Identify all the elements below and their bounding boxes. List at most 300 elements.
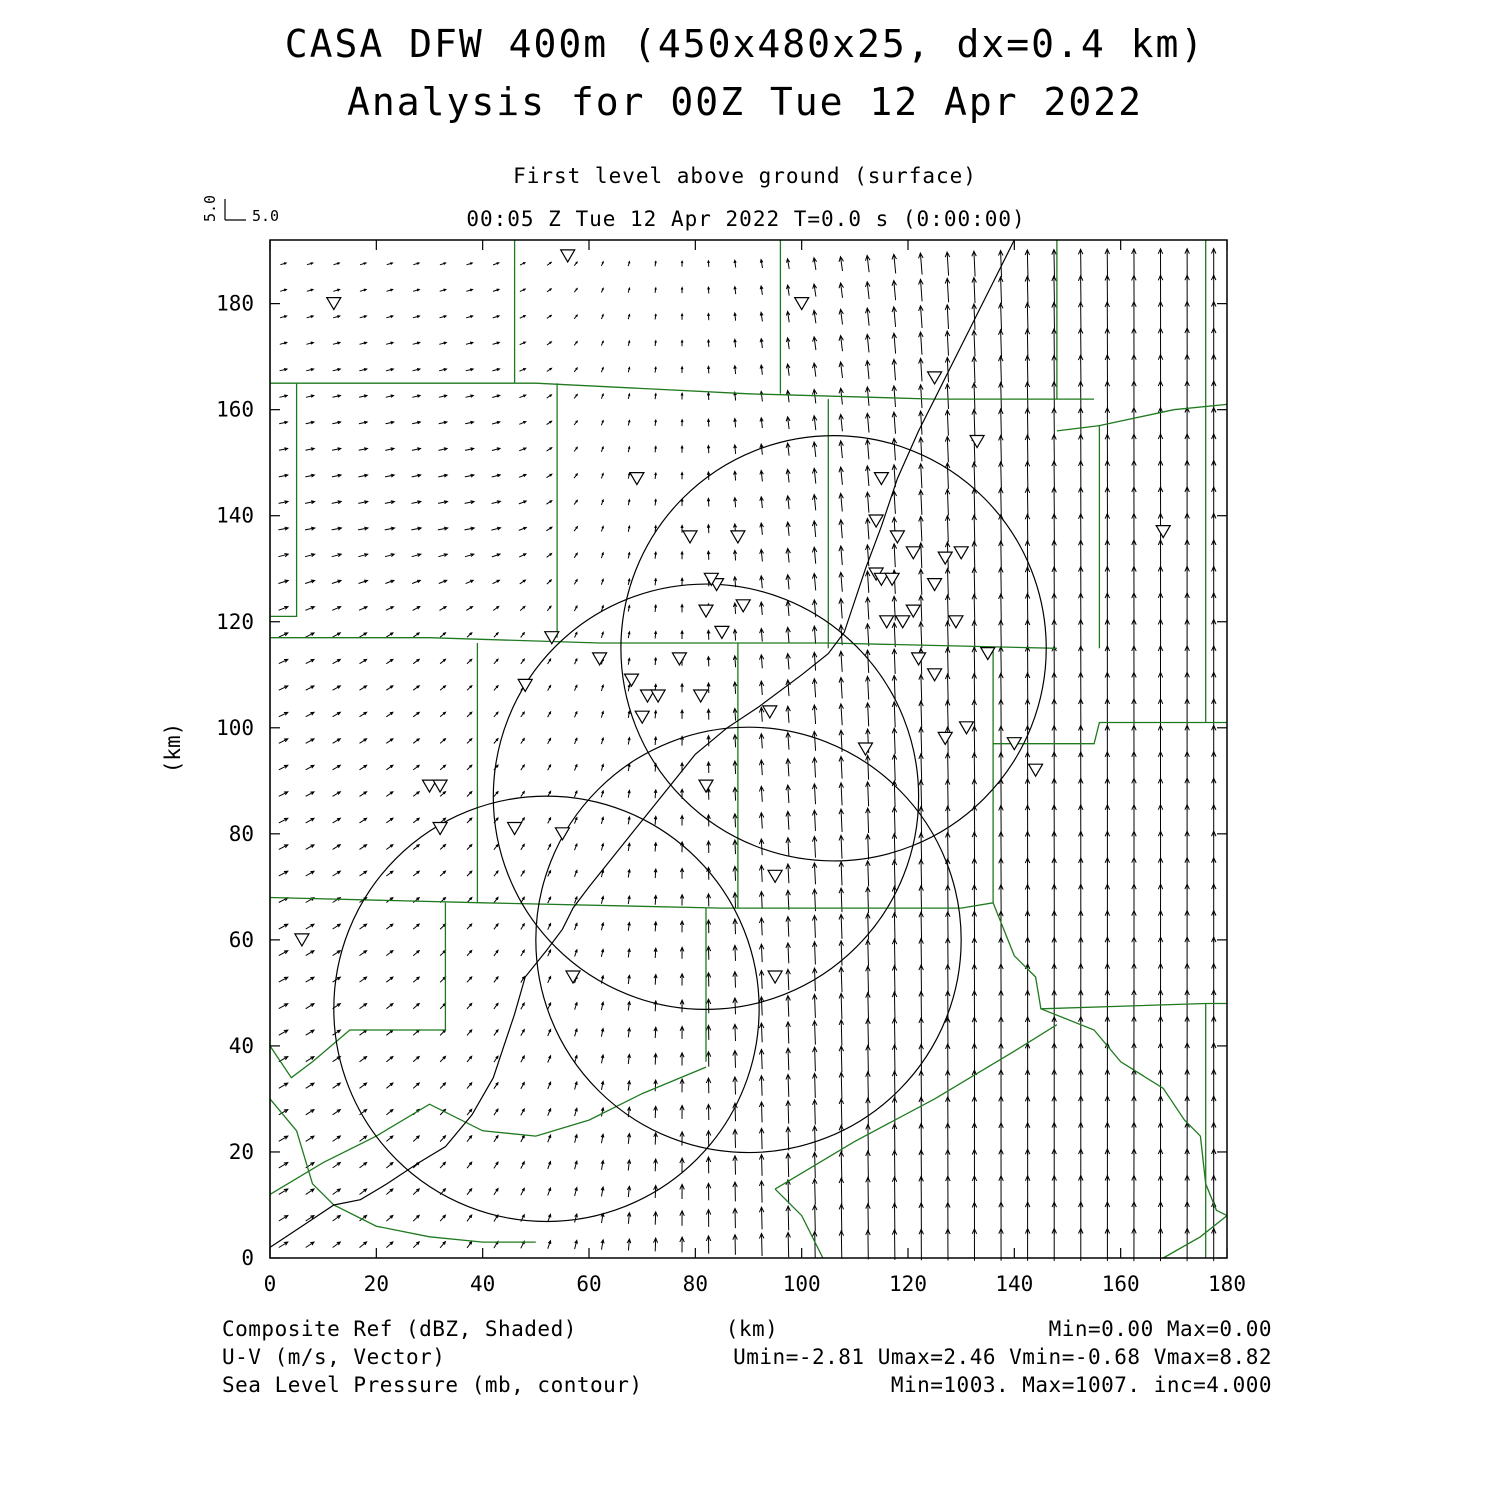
wind-vector bbox=[786, 548, 791, 562]
wind-vector bbox=[491, 527, 500, 530]
wind-vector bbox=[279, 1189, 288, 1194]
wind-vector bbox=[999, 647, 1004, 677]
wind-vector bbox=[306, 765, 314, 770]
wind-vector bbox=[467, 1056, 472, 1062]
wind-vector bbox=[333, 739, 341, 744]
wind-vector bbox=[786, 1101, 791, 1124]
wind-vector bbox=[919, 1044, 924, 1074]
wind-vector bbox=[866, 334, 871, 352]
wind-vector bbox=[892, 1045, 897, 1074]
wind-vector bbox=[307, 316, 314, 318]
wind-vector bbox=[892, 439, 897, 461]
wind-vector bbox=[440, 1215, 445, 1221]
wind-vector bbox=[307, 263, 313, 265]
wind-vector bbox=[520, 606, 525, 610]
wind-vector bbox=[999, 673, 1004, 703]
wind-vector bbox=[655, 420, 657, 426]
wind-vector bbox=[306, 739, 314, 744]
wind-vector bbox=[999, 568, 1004, 597]
wind-vector bbox=[494, 1056, 498, 1062]
wind-vector bbox=[575, 844, 578, 850]
wind-vector bbox=[467, 1109, 472, 1115]
station-marker bbox=[890, 531, 904, 543]
wind-vector bbox=[306, 1110, 314, 1115]
wind-vector bbox=[279, 977, 288, 982]
wind-vector bbox=[892, 834, 897, 861]
wind-vector bbox=[1052, 461, 1057, 491]
wind-vector bbox=[1078, 408, 1083, 438]
wind-vector bbox=[654, 1212, 658, 1225]
wind-vector bbox=[332, 448, 341, 451]
wind-vector bbox=[548, 950, 551, 956]
wind-vector bbox=[1052, 620, 1057, 650]
wind-vector bbox=[574, 580, 577, 585]
wind-vector bbox=[1052, 382, 1057, 411]
wind-vector bbox=[999, 700, 1004, 730]
wind-vector bbox=[681, 710, 684, 719]
wind-vector bbox=[1185, 249, 1190, 279]
wind-vector bbox=[708, 340, 710, 347]
wind-vector bbox=[1025, 276, 1030, 304]
x-tick-label: 60 bbox=[576, 1272, 602, 1296]
wind-vector bbox=[465, 501, 475, 504]
wind-vector bbox=[628, 341, 630, 346]
wind-vector bbox=[839, 467, 844, 485]
wind-vector bbox=[601, 579, 603, 584]
wind-vector bbox=[628, 315, 630, 320]
wind-vector bbox=[493, 607, 499, 611]
wind-vector bbox=[733, 603, 736, 614]
wind-vector bbox=[813, 1047, 818, 1071]
wind-vector bbox=[520, 316, 526, 319]
wind-vector bbox=[1079, 434, 1084, 464]
wind-vector bbox=[548, 897, 551, 903]
wind-vector bbox=[1078, 355, 1083, 385]
wind-vector bbox=[972, 674, 977, 703]
wind-vector bbox=[760, 260, 763, 269]
wind-vector bbox=[601, 526, 603, 531]
wind-vector bbox=[628, 923, 631, 931]
wind-vector bbox=[306, 977, 314, 982]
wind-vector bbox=[628, 711, 630, 718]
wind-vector bbox=[574, 289, 577, 293]
wind-vector bbox=[733, 998, 738, 1014]
wind-vector bbox=[919, 385, 924, 408]
chart-title-line2: Analysis for 00Z Tue 12 Apr 2022 bbox=[346, 80, 1144, 124]
wind-vector bbox=[919, 886, 924, 915]
wind-vector bbox=[306, 792, 314, 797]
wind-vector bbox=[467, 1215, 472, 1221]
wind-vector bbox=[680, 1211, 685, 1226]
wind-vector bbox=[759, 1102, 764, 1122]
wind-vector bbox=[332, 580, 341, 583]
wind-vector bbox=[1185, 487, 1190, 518]
wind-vector bbox=[440, 845, 445, 850]
footer-right-line1: Min=0.00 Max=0.00 bbox=[1048, 1317, 1272, 1341]
wind-vector bbox=[839, 1231, 844, 1259]
station-marker bbox=[768, 870, 782, 882]
wind-vector bbox=[812, 863, 817, 884]
wind-vector bbox=[575, 818, 578, 824]
wind-vector bbox=[413, 316, 420, 318]
wind-vector bbox=[734, 471, 737, 480]
wind-vector bbox=[892, 360, 897, 381]
wind-vector bbox=[707, 630, 710, 639]
wind-vector bbox=[707, 709, 710, 719]
wind-vector bbox=[866, 1098, 871, 1126]
wind-vector bbox=[575, 685, 577, 690]
wind-vector bbox=[280, 263, 286, 265]
wind-vector bbox=[786, 733, 791, 750]
wind-vector bbox=[655, 605, 657, 612]
wind-vector bbox=[654, 896, 657, 905]
wind-vector bbox=[655, 473, 657, 479]
wind-vector bbox=[999, 726, 1004, 756]
wind-vector bbox=[279, 1163, 288, 1168]
wind-vector bbox=[1105, 487, 1110, 518]
wind-vector bbox=[494, 871, 498, 876]
wind-vector bbox=[333, 1083, 341, 1088]
wind-vector bbox=[440, 1083, 445, 1089]
wind-vector bbox=[521, 871, 525, 877]
wind-vector bbox=[813, 442, 817, 457]
wind-vector bbox=[680, 1053, 684, 1066]
wind-vector bbox=[438, 501, 447, 504]
wind-vector bbox=[439, 580, 447, 583]
wind-vector bbox=[280, 369, 287, 371]
wind-vector bbox=[628, 975, 631, 984]
wind-vector bbox=[386, 659, 393, 663]
wind-vector bbox=[681, 605, 684, 613]
wind-vector bbox=[681, 367, 683, 373]
wind-vector bbox=[627, 1186, 630, 1197]
wind-vector bbox=[839, 1020, 844, 1046]
wind-vector bbox=[385, 501, 395, 504]
wind-vector bbox=[467, 818, 472, 823]
wind-vector bbox=[1185, 513, 1190, 544]
wind-vector bbox=[385, 474, 394, 477]
wind-vector bbox=[1158, 566, 1163, 597]
wind-vector bbox=[628, 843, 631, 851]
wind-vector bbox=[839, 1178, 844, 1206]
wind-vector bbox=[412, 580, 420, 583]
wind-vector bbox=[759, 892, 764, 909]
wind-vector bbox=[548, 1135, 551, 1142]
wind-vector bbox=[520, 369, 526, 372]
wind-vector bbox=[655, 579, 657, 586]
wind-vector bbox=[306, 1136, 314, 1141]
wind-vector bbox=[839, 783, 844, 806]
wind-vector bbox=[1132, 328, 1137, 358]
wind-vector bbox=[1052, 540, 1057, 570]
wind-vector bbox=[467, 951, 472, 956]
wind-vector bbox=[1079, 673, 1084, 704]
wind-vector bbox=[892, 755, 897, 781]
wind-vector bbox=[386, 395, 394, 398]
wind-vector bbox=[786, 1232, 791, 1257]
wind-vector bbox=[1158, 328, 1163, 358]
wind-vector bbox=[919, 596, 924, 622]
wind-vector bbox=[601, 1134, 604, 1143]
wind-vector bbox=[279, 1004, 288, 1009]
wind-vector bbox=[574, 394, 577, 398]
wind-vector bbox=[999, 303, 1004, 330]
wind-vector bbox=[628, 553, 630, 559]
wind-vector bbox=[467, 633, 472, 637]
footer-left-line1: Composite Ref (dBZ, Shaded) bbox=[222, 1317, 577, 1341]
wind-vector bbox=[680, 1000, 684, 1012]
station-marker bbox=[566, 971, 580, 983]
wind-vector bbox=[1105, 567, 1110, 598]
wind-vector bbox=[1052, 646, 1057, 677]
wind-vector bbox=[972, 462, 976, 489]
pressure-contours bbox=[270, 240, 1014, 1247]
wind-vector bbox=[628, 1028, 631, 1037]
boundary-line bbox=[270, 898, 993, 909]
wind-vector bbox=[601, 288, 603, 292]
wind-vector bbox=[945, 595, 950, 622]
wind-vector bbox=[1105, 328, 1110, 358]
wind-vector bbox=[866, 1177, 871, 1206]
x-tick-label: 120 bbox=[889, 1272, 927, 1296]
wind-vector bbox=[548, 1029, 551, 1036]
wind-vector bbox=[1105, 302, 1110, 332]
wind-vector bbox=[999, 858, 1004, 889]
wind-vector bbox=[360, 871, 367, 876]
wind-vector bbox=[413, 263, 419, 265]
wind-vector bbox=[413, 659, 419, 663]
wind-vector bbox=[734, 339, 737, 347]
wind-vector bbox=[760, 471, 763, 482]
wind-vector bbox=[999, 938, 1004, 969]
wind-vector bbox=[520, 580, 526, 584]
wind-vector bbox=[360, 792, 367, 797]
wind-vector bbox=[786, 312, 789, 323]
wind-vector bbox=[945, 384, 950, 409]
wind-vector bbox=[946, 806, 951, 835]
station-marker bbox=[859, 743, 873, 755]
station-marker bbox=[938, 552, 952, 564]
wind-vector bbox=[681, 631, 684, 639]
wind-vector bbox=[813, 1073, 818, 1098]
wind-vector bbox=[279, 951, 288, 956]
wind-vector bbox=[866, 256, 871, 273]
wind-vector bbox=[1158, 381, 1163, 412]
wind-vector bbox=[813, 258, 817, 270]
wind-vector bbox=[492, 369, 499, 371]
wind-vector bbox=[1052, 488, 1057, 518]
wind-vector bbox=[1079, 567, 1084, 598]
wind-vector bbox=[839, 678, 844, 699]
wind-vector bbox=[892, 966, 897, 994]
wind-vector bbox=[386, 342, 393, 344]
wind-vector bbox=[521, 1162, 525, 1169]
wind-vector bbox=[839, 835, 844, 858]
wind-vector bbox=[786, 601, 791, 616]
wind-vector bbox=[413, 342, 420, 344]
wind-vector bbox=[759, 971, 764, 989]
wind-vector bbox=[759, 1023, 764, 1042]
wind-vector bbox=[412, 421, 420, 424]
wind-vector bbox=[866, 1204, 871, 1233]
wind-vector bbox=[972, 542, 977, 570]
wind-vector bbox=[892, 1230, 897, 1260]
wind-vector bbox=[306, 951, 314, 956]
wind-vector bbox=[1212, 381, 1217, 412]
wind-vector bbox=[706, 1104, 711, 1120]
wind-vector bbox=[521, 924, 525, 930]
wind-vector bbox=[946, 1018, 951, 1048]
wind-vector bbox=[1025, 673, 1030, 703]
wind-vector bbox=[972, 806, 977, 836]
wind-vector bbox=[547, 421, 552, 424]
wind-vector bbox=[548, 712, 551, 717]
wind-vector bbox=[681, 816, 684, 826]
wind-vector bbox=[628, 500, 630, 506]
wind-vector bbox=[680, 1106, 684, 1119]
wind-vector bbox=[521, 739, 525, 744]
wind-vector bbox=[946, 885, 951, 915]
wind-vector bbox=[972, 330, 977, 356]
wind-vector bbox=[333, 686, 341, 690]
wind-vector bbox=[546, 527, 552, 531]
wind-vector bbox=[1132, 593, 1137, 624]
wind-vector bbox=[547, 474, 552, 478]
wind-vector bbox=[547, 289, 551, 292]
wind-vector bbox=[919, 859, 924, 887]
station-marker bbox=[885, 573, 899, 585]
wind-vector bbox=[494, 686, 498, 691]
wind-vector bbox=[866, 835, 871, 860]
wind-vector bbox=[306, 395, 314, 398]
wind-vector bbox=[306, 448, 315, 451]
wind-vector bbox=[467, 765, 472, 770]
wind-vector bbox=[413, 818, 419, 823]
wind-vector bbox=[681, 341, 683, 347]
wind-vector bbox=[548, 1082, 551, 1089]
wind-vector bbox=[706, 1210, 711, 1227]
wind-vector bbox=[654, 1238, 658, 1251]
wind-vector bbox=[972, 515, 977, 543]
wind-vector bbox=[279, 818, 288, 823]
wind-vector bbox=[1025, 699, 1030, 729]
wind-vector bbox=[467, 845, 472, 850]
wind-vector bbox=[386, 818, 393, 823]
wind-vector bbox=[575, 1188, 578, 1196]
wind-vector bbox=[494, 897, 498, 902]
wind-vector bbox=[1158, 434, 1163, 465]
wind-vector bbox=[466, 316, 473, 318]
wind-vector bbox=[946, 833, 951, 862]
wind-vector bbox=[972, 621, 977, 650]
wind-vector bbox=[386, 951, 393, 956]
wind-vector bbox=[972, 1017, 977, 1048]
wind-vector bbox=[492, 395, 499, 398]
wind-vector bbox=[999, 832, 1004, 863]
wind-vector bbox=[333, 951, 341, 956]
wind-vector bbox=[601, 1108, 604, 1117]
wind-vector bbox=[279, 1030, 288, 1035]
wind-vector bbox=[305, 580, 315, 584]
wind-vector bbox=[601, 1029, 604, 1037]
x-tick-label: 80 bbox=[682, 1272, 708, 1296]
wind-vector bbox=[999, 383, 1004, 411]
wind-vector bbox=[628, 526, 630, 532]
wind-vector bbox=[919, 754, 924, 782]
wind-vector bbox=[575, 1029, 578, 1036]
wind-vector bbox=[1052, 832, 1057, 863]
wind-vector bbox=[812, 837, 817, 858]
wind-vector bbox=[306, 1189, 314, 1194]
wind-vector bbox=[706, 999, 710, 1013]
wind-vector bbox=[547, 368, 552, 371]
wind-vector bbox=[360, 1004, 367, 1009]
wind-vector bbox=[386, 1057, 393, 1062]
wind-vector bbox=[601, 632, 603, 638]
wind-vector bbox=[412, 395, 420, 398]
wind-vector bbox=[946, 1097, 951, 1128]
wind-vector bbox=[1025, 779, 1030, 810]
wind-vector bbox=[494, 924, 498, 929]
wind-vector bbox=[892, 1098, 897, 1127]
wind-vector bbox=[919, 833, 924, 861]
wind-vector bbox=[333, 792, 341, 797]
wind-vector bbox=[548, 1056, 551, 1063]
wind-vector bbox=[707, 920, 711, 933]
station-marker bbox=[928, 579, 942, 591]
boundary-line bbox=[1041, 1009, 1201, 1136]
wind-vector bbox=[1132, 381, 1137, 411]
wind-vector bbox=[1132, 302, 1137, 332]
wind-vector bbox=[813, 1021, 818, 1045]
wind-vector bbox=[945, 489, 950, 515]
wind-vector bbox=[305, 474, 314, 477]
wind-vector bbox=[333, 712, 341, 716]
wind-vector bbox=[413, 871, 419, 876]
wind-vector bbox=[360, 739, 367, 744]
wind-vector bbox=[707, 657, 710, 667]
wind-vector bbox=[358, 501, 368, 504]
wind-vector bbox=[466, 369, 473, 371]
station-marker bbox=[518, 679, 532, 691]
wind-vector bbox=[786, 785, 791, 803]
wind-vector bbox=[279, 1216, 288, 1222]
wind-vector bbox=[786, 1022, 791, 1044]
wind-vector bbox=[333, 765, 341, 770]
wind-vector bbox=[1105, 673, 1110, 704]
wind-vector bbox=[360, 924, 367, 929]
wind-vector bbox=[359, 607, 367, 611]
pressure-contour-line bbox=[270, 240, 1014, 1247]
wind-vector bbox=[1132, 275, 1137, 305]
wind-vector bbox=[521, 712, 525, 717]
wind-vector bbox=[1212, 513, 1217, 544]
wind-vector bbox=[1078, 382, 1083, 412]
wind-vector bbox=[945, 621, 950, 649]
wind-vector bbox=[655, 367, 657, 372]
wind-vector bbox=[866, 308, 871, 326]
wind-vector bbox=[919, 1229, 924, 1260]
wind-vector bbox=[467, 977, 472, 982]
wind-vector bbox=[945, 674, 950, 702]
wind-vector bbox=[386, 369, 393, 371]
wind-vector bbox=[467, 1083, 472, 1089]
wind-vector bbox=[892, 1124, 897, 1153]
wind-vector bbox=[813, 1205, 818, 1231]
station-marker bbox=[949, 616, 963, 628]
wind-vector bbox=[892, 860, 897, 887]
wind-vector bbox=[1052, 435, 1057, 465]
